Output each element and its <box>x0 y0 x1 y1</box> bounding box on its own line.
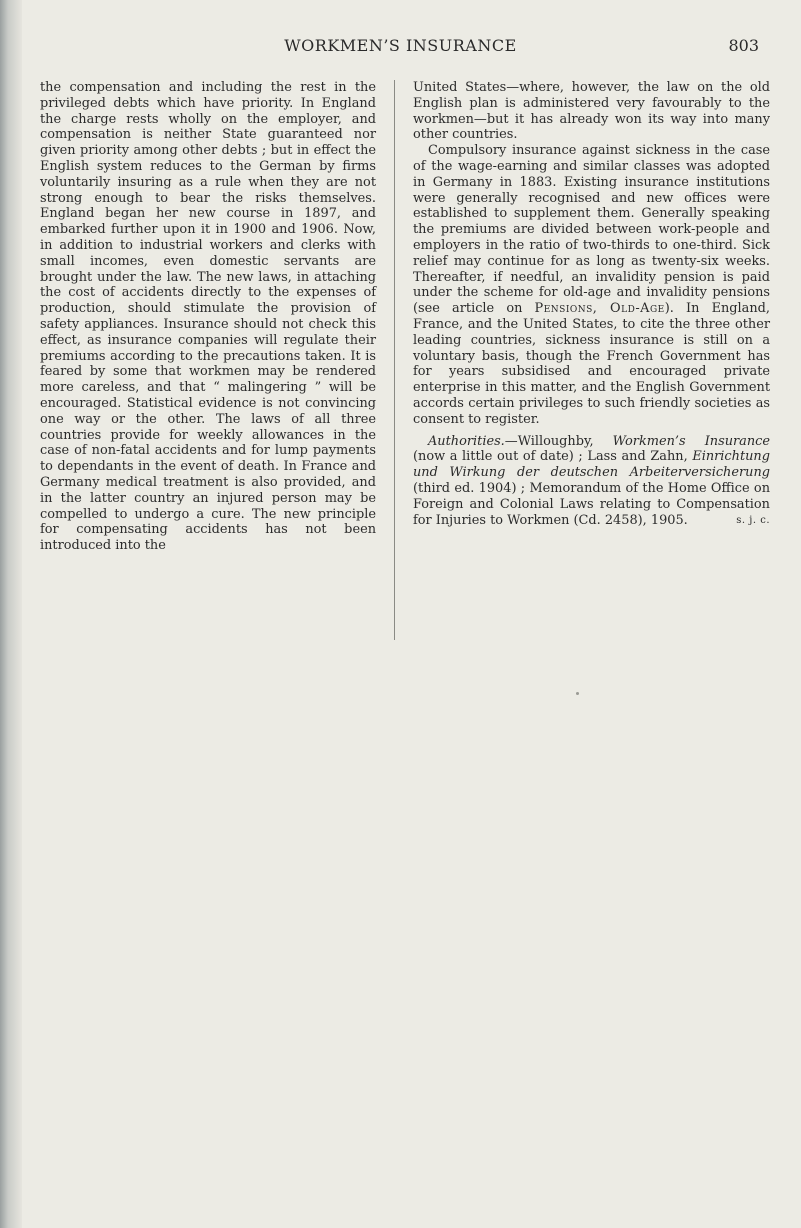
authorities-paragraph <box>413 434 770 529</box>
authorities-text: (now a little out of date) ; Lass and Zahn, <box>413 449 693 465</box>
page-number: 803 <box>728 36 759 55</box>
left-column-paragraph: the compensation and including the rest in the privileged debts which have priority. In England the charge rests wholly on the employer, and compensation is neither State guaranteed nor given priority among other debts ; but in effect the English system reduces to the German by firms voluntarily insuring as a rule when they are not strong enough to bear the risks themselves. England began her new course in 1897, and embarked further upon it in 1900 and 1906. Now, in addition to industrial workers and clerks with small incomes, even domestic servants are brought under the law. The new laws, in attaching the cost of accidents directly to the expenses of production, should stimulate the provision of safety appliances. Insurance should not check this effect, as insurance companies will regulate their premiums according to the precautions taken. It is feared by some that workmen may be rendered more careless, and that “ malingering ” will be encouraged. Statistical evidence is not convincing one way or the other. The laws of all three countries provide for weekly allowances in the case of non-fatal accidents and for lump payments to dependants in the event of death. In France and Germany medical treatment is also provided, and in the latter country an injured person may be compelled to undergo a cure. The new principle for compensating accidents has not been introduced into the <box>40 80 376 554</box>
authorities-work-2: Einrichtung und Wirkung der deutschen Arbeiterversicherung <box>413 449 770 481</box>
book-binding-edge <box>0 0 22 1228</box>
authorities-label: Authorities. <box>428 433 505 449</box>
sickness-text-start: Compulsory insurance against sickness in the case of the wage-earning and similar classes was adopted in Germany in 1883. Existing insurance institutions were generally recognised and new offices were established to supplement them. Generally speaking the premiums are divided between work-people and employers in the ratio of two-thirds to one-third. Sick relief may continue for as long as twenty-six weeks. Thereafter, if needful, an invalidity pension is paid under the scheme for old-age and invalidity pensions (see article on <box>413 143 770 317</box>
running-head: WORKMEN’S INSURANCE <box>284 36 517 55</box>
authorities-text: (third ed. 1904) ; Memorandum of the Home Office on Foreign and Colonial Laws relating to Compensation for Injuries to Workmen (Cd. 2458), 1905. <box>413 480 770 528</box>
right-column <box>413 80 770 528</box>
paragraph-united-states: United States—where, however, the law on the old English plan is administered very favourably to the workmen—but it has already won its way into many other countries. <box>413 80 770 143</box>
paragraph-sickness-insurance <box>413 143 770 427</box>
sickness-text-end: ). In England, France, and the United States, to cite the three other leading countries, sickness insurance is still on a voluntary basis, though the French Government has for years subsidised and encouraged private enterprise in this matter, and the English Government accords certain privileges to such friendly societies as consent to register. <box>413 301 770 427</box>
authorities-work-1: Workmen’s Insurance <box>612 433 770 449</box>
page-header <box>0 36 801 56</box>
left-column <box>40 80 376 554</box>
cross-reference-pensions: Pensions, Old-Age <box>534 301 665 317</box>
author-initials: s. j. c. <box>736 514 770 526</box>
print-speck <box>576 692 579 695</box>
column-divider <box>394 80 395 640</box>
authorities-text: —Willoughby, <box>504 433 613 449</box>
